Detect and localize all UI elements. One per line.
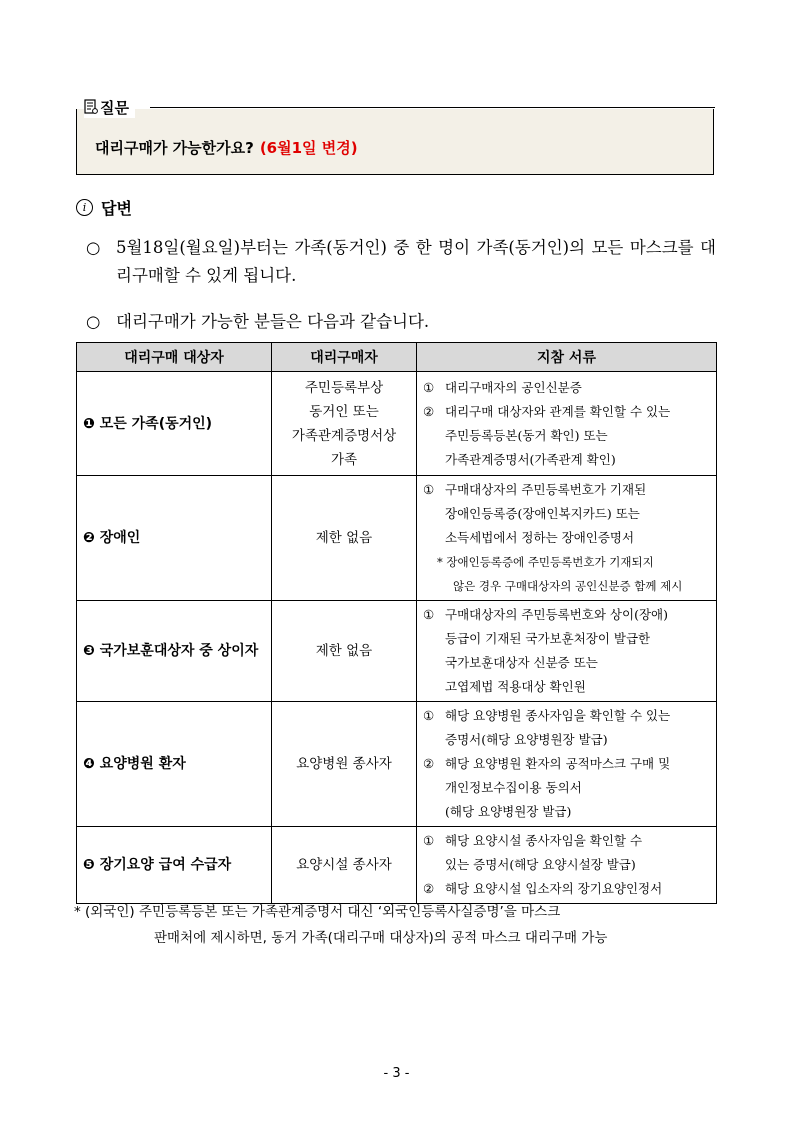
doc-item bbox=[423, 603, 712, 627]
doc-num: ② bbox=[423, 881, 435, 896]
doc-line: 증명서(해당 요양병원장 발급) bbox=[445, 732, 608, 747]
doc-item bbox=[423, 877, 712, 901]
table-row bbox=[77, 827, 717, 904]
question-label bbox=[84, 96, 135, 118]
bullet-marker: ○ bbox=[86, 238, 101, 257]
doc-line: 대리구매자의 공인신분증 bbox=[445, 379, 582, 395]
doc-item bbox=[423, 400, 712, 424]
doc-line: 가족관계증명서(가족관계 확인) bbox=[445, 451, 616, 467]
target-cell: ❷ 장애인 bbox=[77, 476, 272, 601]
header-buyer: 대리구매자 bbox=[272, 343, 417, 372]
question-box bbox=[76, 109, 714, 175]
doc-note: * 장애인등록증에 주민등록번호가 기재되지 bbox=[437, 555, 654, 569]
doc-item bbox=[423, 704, 712, 728]
footnote bbox=[74, 899, 724, 951]
bullet-marker: ○ bbox=[86, 312, 101, 331]
doc-line: 소득세법에서 정하는 장애인증명서 bbox=[445, 530, 635, 545]
docs-cell bbox=[417, 702, 717, 827]
buyer-cell bbox=[272, 372, 417, 476]
question-label-text: 질문 bbox=[100, 98, 129, 117]
buyer-cell bbox=[272, 827, 417, 904]
doc-line: 구매대상자의 주민등록번호가 기재된 bbox=[445, 482, 647, 497]
buyer-line: 가족 bbox=[330, 451, 358, 468]
doc-num: ① bbox=[423, 708, 435, 723]
target-cell: ❸ 국가보훈대상자 중 상이자 bbox=[77, 601, 272, 702]
bullet-text: 대리구매가 가능한 분들은 다음과 같습니다. bbox=[116, 312, 430, 331]
doc-item bbox=[423, 478, 712, 502]
target-cell: ❶ 모든 가족(동거인) bbox=[77, 372, 272, 476]
docs-cell bbox=[417, 476, 717, 601]
doc-line: 고엽제법 적용대상 확인원 bbox=[445, 679, 586, 694]
table-row bbox=[77, 372, 717, 476]
table-header-row bbox=[77, 343, 717, 372]
table-row bbox=[77, 476, 717, 601]
buyer-line: 제한 없음 bbox=[315, 643, 373, 659]
doc-line: 개인정보수집이용 동의서 bbox=[445, 780, 582, 795]
doc-line: 해당 요양병원 환자의 공적마스크 구매 및 bbox=[445, 756, 671, 771]
footnote-line: * (외국인) 주민등록등본 또는 가족관계증명서 대신 ‘외국인등록사실증명’을 마스크 bbox=[74, 904, 561, 920]
header-target: 대리구매 대상자 bbox=[77, 343, 272, 372]
change-note: (6월1일 변경) bbox=[259, 139, 358, 157]
doc-line: (해당 요양병원장 발급) bbox=[445, 804, 572, 819]
answer-title-text: 답변 bbox=[101, 199, 132, 218]
doc-line: 대리구매 대상자와 관계를 확인할 수 있는 bbox=[445, 403, 671, 419]
doc-num: ② bbox=[423, 756, 435, 771]
docs-cell bbox=[417, 601, 717, 702]
doc-item bbox=[423, 752, 712, 776]
doc-line: 국가보훈대상자 신분증 또는 bbox=[445, 655, 598, 670]
proxy-purchase-table bbox=[76, 342, 717, 904]
doc-item bbox=[423, 829, 712, 853]
doc-item bbox=[423, 376, 712, 400]
doc-num: ① bbox=[423, 482, 435, 497]
buyer-cell bbox=[272, 702, 417, 827]
doc-num: ① bbox=[423, 833, 435, 848]
target-cell: ❺ 장기요양 급여 수급자 bbox=[77, 827, 272, 904]
doc-line: 있는 증명서(해당 요양시설장 발급) bbox=[445, 857, 636, 872]
buyer-line: 요양시설 종사자 bbox=[296, 857, 392, 873]
answer-bullet bbox=[86, 308, 716, 336]
doc-line: 해당 요양병원 종사자임을 확인할 수 있는 bbox=[445, 708, 671, 723]
doc-line: 해당 요양시설 입소자의 장기요양인정서 bbox=[445, 881, 663, 896]
table-row bbox=[77, 601, 717, 702]
buyer-cell bbox=[272, 601, 417, 702]
target-cell: ❹ 요양병원 환자 bbox=[77, 702, 272, 827]
buyer-line: 제한 없음 bbox=[315, 530, 373, 546]
answer-bullet bbox=[86, 234, 716, 290]
header-docs: 지참 서류 bbox=[417, 343, 717, 372]
docs-cell bbox=[417, 827, 717, 904]
doc-line: 등급이 기재된 국가보훈처장이 발급한 bbox=[445, 631, 651, 646]
question-rule bbox=[150, 107, 715, 108]
doc-line: 구매대상자의 주민등록번호와 상이(장애) bbox=[445, 607, 668, 622]
doc-line: 장애인등록증(장애인복지카드) 또는 bbox=[445, 506, 640, 521]
memo-icon bbox=[84, 99, 98, 115]
buyer-line: 가족관계증명서상 bbox=[291, 427, 397, 444]
answer-title bbox=[76, 196, 132, 219]
buyer-line: 요양병원 종사자 bbox=[296, 756, 392, 772]
doc-note: 않은 경우 구매대상자의 공인신분증 함께 제시 bbox=[453, 579, 683, 593]
doc-line: 주민등록등본(동거 확인) 또는 bbox=[445, 427, 608, 443]
footnote-line: 판매처에 제시하면, 동거 가족(대리구매 대상자)의 공적 마스크 대리구매 가능 bbox=[154, 930, 608, 946]
table-row bbox=[77, 702, 717, 827]
doc-num: ① bbox=[423, 379, 435, 395]
doc-line: 해당 요양시설 종사자임을 확인할 수 bbox=[445, 833, 643, 848]
buyer-line: 주민등록부상 bbox=[304, 379, 384, 396]
buyer-cell bbox=[272, 476, 417, 601]
bullet-text: 5월18일(월요일)부터는 가족(동거인) 중 한 명이 가족(동거인)의 모든 마스크를 대리구매할 수 있게 됩니다. bbox=[116, 238, 716, 285]
buyer-line: 동거인 또는 bbox=[309, 403, 379, 420]
doc-num: ② bbox=[423, 403, 435, 419]
page-number: - 3 - bbox=[383, 1066, 410, 1081]
docs-cell bbox=[417, 372, 717, 476]
doc-num: ① bbox=[423, 607, 435, 622]
info-icon: i bbox=[76, 199, 93, 216]
question-text: 대리구매가 가능한가요? bbox=[95, 139, 254, 157]
